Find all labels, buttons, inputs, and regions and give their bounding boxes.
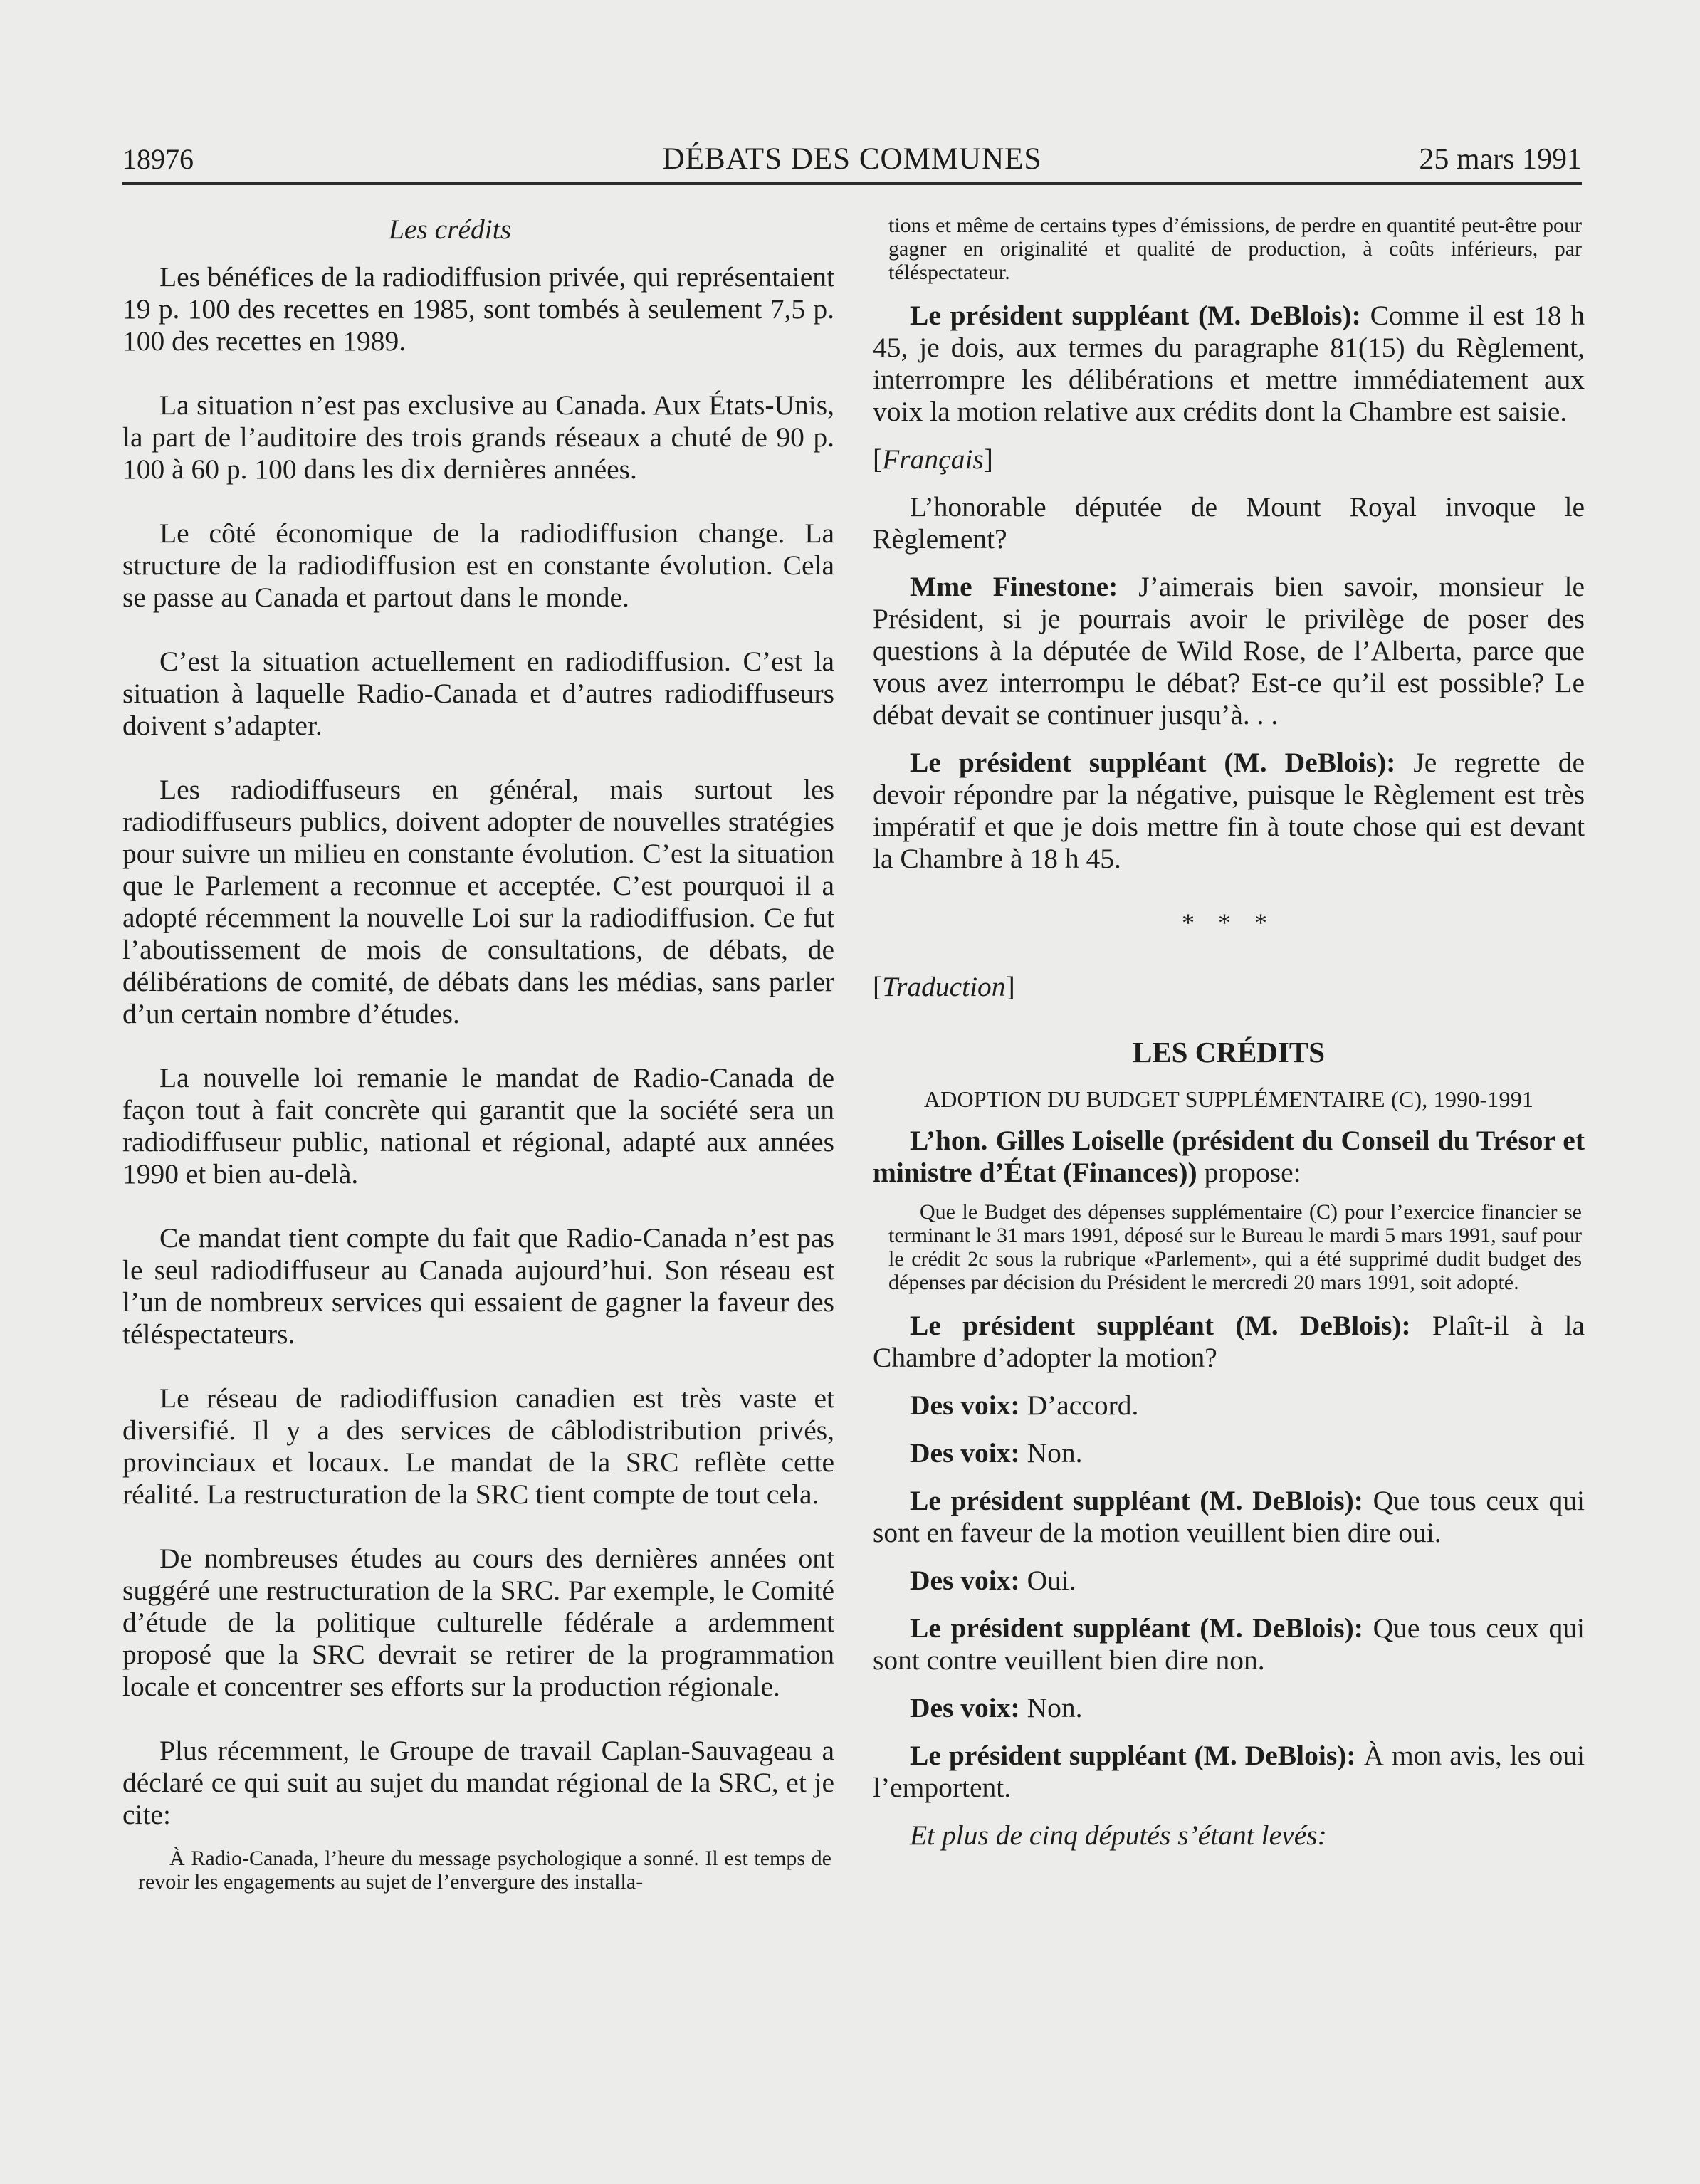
- block-quote: À Radio-Canada, l’heure du message psychologique a sonné. Il est temps de revoir les engagements au sujet de l’envergure des installa-: [138, 1847, 831, 1894]
- paragraph: Les radiodiffuseurs en général, mais surtout les radiodiffuseurs publics, doivent adopter de nouvelles stratégies pour suivre un milieu en constante évolution. C’est la situation que le Parlement a reconnue et acceptée. C’est pourquoi il a adopté récemment la nouvelle Loi sur la radiodiffusion. Ce fut l’aboutissement de mois de consultations, de débats, de délibérations de comité, de débats dans les médias, sans parler d’un certain nombre d’études.: [122, 774, 834, 1029]
- speaker: Le président suppléant (M. DeBlois):: [910, 1612, 1363, 1644]
- page-number: 18976: [122, 143, 194, 175]
- language-marker: [Français]: [873, 443, 993, 475]
- speech: [873, 1125, 1585, 1189]
- speech-text: À mon avis, les oui l’emportent.: [873, 1740, 1585, 1803]
- speaker: Des voix:: [910, 1692, 1020, 1723]
- left-column: [122, 214, 834, 1894]
- speech: [873, 571, 1585, 731]
- speaker: Des voix:: [910, 1390, 1020, 1421]
- speaker: Le président suppléant (M. DeBlois):: [910, 1485, 1363, 1516]
- speech-text: D’accord.: [1027, 1390, 1139, 1421]
- speaker: Le président suppléant (M. DeBlois):: [910, 747, 1396, 778]
- right-column: [873, 214, 1585, 1852]
- issue-date: 25 mars 1991: [1419, 143, 1582, 176]
- speech-text: Que tous ceux qui sont contre veuillent bien dire non.: [873, 1612, 1585, 1676]
- speech: [873, 1437, 1585, 1469]
- paragraph: Plus récemment, le Groupe de travail Caplan-Sauvageau a déclaré ce qui suit au sujet du mandat régional de la SRC, et je cite:: [122, 1735, 834, 1830]
- paragraph: Le côté économique de la radiodiffusion change. La structure de la radiodiffusion est en constante évolution. Cela se passe au Canada et partout dans le monde.: [122, 518, 834, 613]
- speaker: Des voix:: [910, 1437, 1020, 1469]
- running-head: [122, 140, 1582, 185]
- block-quote-continued: tions et même de certains types d’émissions, de perdre en quantité peut-être pour gagner en originalité et qualité de production, à coûts inférieurs, par téléspectateur.: [888, 214, 1582, 284]
- speech-text: Que tous ceux qui sont en faveur de la motion veuillent bien dire oui.: [873, 1485, 1585, 1548]
- motion-text: Que le Budget des dépenses supplémentaire (C) pour l’exercice financier se terminant le 31 mars 1991, déposé sur le Bureau le mardi 5 mars 1991, sauf pour le crédit 2c sous la rubrique «Parlement», qui a été supprimé dudit budget des dépenses par décision du Président le mercredi 20 mars 1991, soit adopté.: [888, 1200, 1582, 1294]
- speech: [873, 300, 1585, 428]
- speaker: L’hon. Gilles Loiselle (président du Conseil du Trésor et ministre d’État (Finances)): [873, 1125, 1585, 1188]
- speech-text: Comme il est 18 h 45, je dois, aux termes du paragraphe 81(15) du Règlement, interrompre les délibérations et mettre immédiatement aux voix la motion relative aux crédits dont la Chambre est saisie.: [873, 300, 1585, 427]
- speaker: Le président suppléant (M. DeBlois):: [910, 300, 1361, 331]
- speech: [873, 747, 1585, 875]
- paragraph: Le réseau de radiodiffusion canadien est très vaste et diversifié. Il y a des services de câblodistribution privés, provinciaux et locaux. Le mandat de la SRC reflète cette réalité. La restructuration de la SRC tient compte de tout cela.: [122, 1382, 834, 1510]
- paragraph: Les bénéfices de la radiodiffusion privée, qui représentaient 19 p. 100 des recettes en 1985, sont tombés à seulement 7,5 p. 100 des recettes en 1989.: [122, 261, 834, 357]
- speech-text: L’honorable députée de Mount Royal invoque le Règlement?: [873, 491, 1585, 555]
- speech: [873, 1612, 1585, 1676]
- speaker: Le président suppléant (M. DeBlois):: [910, 1740, 1356, 1771]
- speaker: Le président suppléant (M. DeBlois):: [910, 1310, 1411, 1341]
- speech-text: Oui.: [1027, 1565, 1076, 1596]
- paragraph: C’est la situation actuellement en radiodiffusion. C’est la situation à laquelle Radio-Canada et d’autres radiodiffuseurs doivent s’adapter.: [122, 646, 834, 741]
- section-heading: LES CRÉDITS: [1132, 1036, 1326, 1069]
- speech-text: propose:: [1204, 1157, 1301, 1188]
- speech: [873, 1485, 1585, 1549]
- language-marker: [Traduction]: [873, 971, 1015, 1002]
- speech-text: Non.: [1027, 1692, 1083, 1723]
- speech: [873, 1565, 1585, 1597]
- speech: [873, 1740, 1585, 1804]
- speech: [873, 1390, 1585, 1422]
- procedural-note: Et plus de cinq députés s’étant levés:: [910, 1820, 1327, 1851]
- publication-title: DÉBATS DES COMMUNES: [662, 142, 1042, 176]
- speech: [873, 1310, 1585, 1374]
- speaker: Mme Finestone:: [910, 571, 1118, 602]
- speaker: Des voix:: [910, 1565, 1020, 1596]
- paragraph: De nombreuses études au cours des dernières années ont suggéré une restructuration de la SRC. Par exemple, le Comité d’étude de la politique culturelle fédérale a ardemment proposé que la SRC devrait se retirer de la programmation locale et concentrer ses efforts sur la production régionale.: [122, 1543, 834, 1702]
- speech-text: Je regrette de devoir répondre par la négative, puisque le Règlement est très impératif et que je dois mettre fin à toute chose qui est devant la Chambre à 18 h 45.: [873, 747, 1585, 874]
- section-separator: * * *: [1182, 908, 1276, 937]
- speech: [873, 1692, 1585, 1724]
- paragraph: Ce mandat tient compte du fait que Radio-Canada n’est pas le seul radiodiffuseur au Canada aujourd’hui. Son réseau est l’un de nombreux services qui essaient de gagner la faveur des téléspectateurs.: [122, 1222, 834, 1350]
- speech-text: Plaît-il à la Chambre d’adopter la motion?: [873, 1310, 1585, 1373]
- section-subheading: ADOPTION DU BUDGET SUPPLÉMENTAIRE (C), 1990-1991: [923, 1086, 1534, 1112]
- paragraph: La situation n’est pas exclusive au Canada. Aux États-Unis, la part de l’auditoire des trois grands réseaux a chuté de 90 p. 100 à 60 p. 100 dans les dix dernières années.: [122, 389, 834, 485]
- speech-text: J’aimerais bien savoir, monsieur le Président, si je pourrais avoir le privilège de poser des questions à la députée de Wild Rose, de l’Alberta, parce que vous avez interrompu le débat? Est-ce qu’il est possible? Le débat devait se continuer jusqu’à. . .: [873, 571, 1585, 730]
- speech-text: Non.: [1027, 1437, 1083, 1469]
- paragraph: La nouvelle loi remanie le mandat de Radio-Canada de façon tout à fait concrète qui garantit que la société sera un radiodiffuseur public, national et régional, adapté aux années 1990 et bien au-delà.: [122, 1062, 834, 1190]
- section-label: Les crédits: [388, 214, 512, 245]
